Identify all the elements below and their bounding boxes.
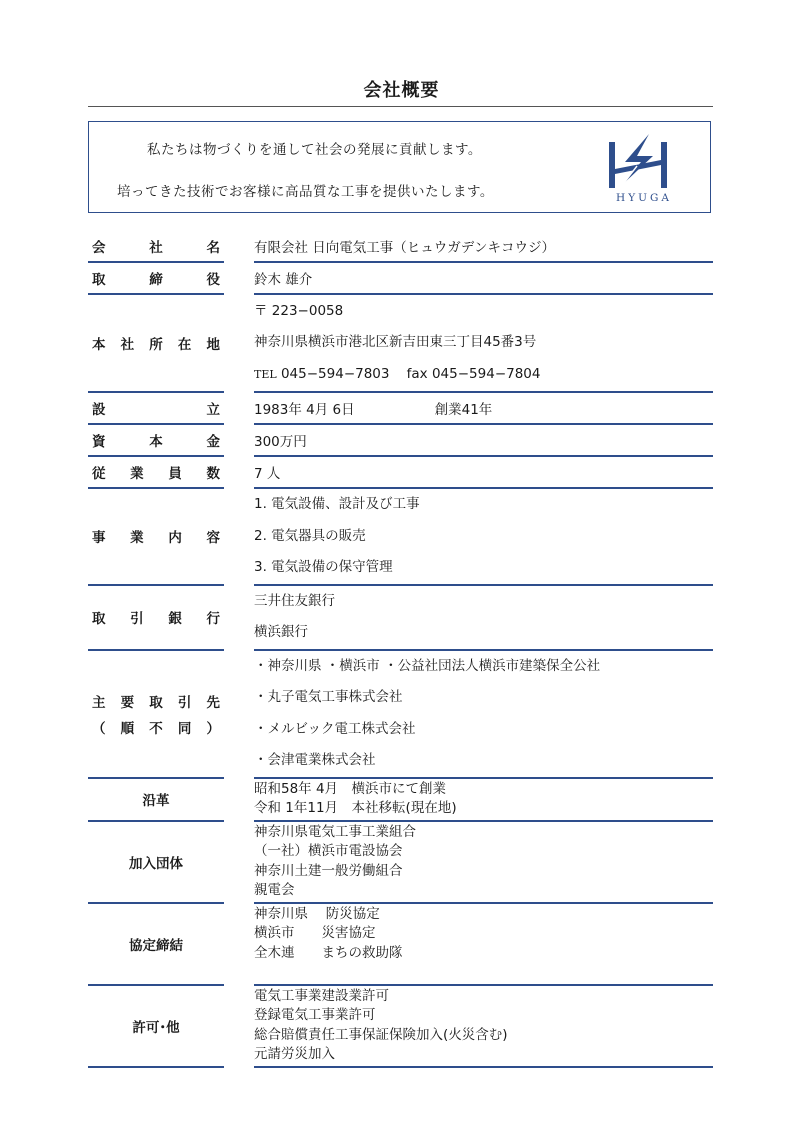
list-item: 令和 1年11月 本社移転(現在地)	[254, 800, 457, 816]
label-char: 容	[206, 530, 220, 547]
fax-number: 045−594−7804	[431, 365, 541, 382]
mission-line-1: 私たちは物づくりを通して社会の発展に貢献します。	[147, 142, 482, 158]
label-char: 先	[206, 694, 220, 711]
label-char: 名	[206, 240, 220, 256]
label-char: 不	[149, 720, 163, 737]
value-company-name: 有限会社 日向電気工事（ヒュウガデンキコウジ）	[254, 231, 713, 263]
label-char: 順	[120, 720, 135, 737]
value-history	[254, 779, 713, 822]
list-item: 登録電気工事業許可	[254, 1007, 376, 1023]
postal-code: 〒 223−0058	[254, 302, 344, 319]
label-char: 業	[130, 466, 144, 482]
label-char: 取	[92, 272, 106, 288]
label-char: 立	[206, 402, 220, 418]
mission-line-2: 培ってきた技術でお客様に高品質な工事を提供いたします。	[117, 184, 494, 200]
value-clients	[254, 651, 713, 779]
label-capital	[88, 425, 224, 457]
label-char: 同	[177, 720, 192, 737]
list-item: 1. 電気設備、設計及び工事	[254, 496, 420, 512]
row-clients	[88, 651, 713, 779]
label-char: 社	[149, 240, 163, 256]
label-licenses: 許可･他	[88, 986, 224, 1068]
row-employees	[88, 457, 713, 489]
list-item: 神奈川県 防災協定	[254, 905, 380, 922]
tel-number: 045−594−7803	[280, 365, 390, 382]
value-established	[254, 393, 713, 425]
label-char: 数	[206, 466, 220, 482]
hyuga-logo	[601, 132, 687, 208]
label-char: 従	[92, 466, 106, 482]
label-char: 役	[206, 272, 220, 288]
row-banks	[88, 586, 713, 651]
label-char: 地	[206, 337, 220, 353]
row-established	[88, 393, 713, 425]
label-clients	[88, 651, 224, 779]
list-item: 昭和58年 4月 横浜市にて創業	[254, 780, 447, 797]
value-licenses	[254, 986, 713, 1068]
list-item: 三井住友銀行	[254, 592, 335, 609]
label-business	[88, 489, 224, 586]
value-banks	[254, 586, 713, 651]
label-char: 事	[92, 530, 106, 547]
list-item: 3. 電気設備の保守管理	[254, 559, 393, 575]
page-title: 会社概要	[363, 80, 440, 101]
label-char: 在	[177, 337, 192, 353]
address: 神奈川県横浜市港北区新吉田東三丁目45番3号	[254, 334, 537, 351]
label-char: 本	[92, 337, 106, 353]
list-item: （一社）横浜市電設協会	[254, 843, 403, 859]
label-char: 引	[130, 611, 144, 627]
hyuga-logo-mark-icon	[601, 132, 687, 192]
label-char: 引	[177, 694, 192, 711]
row-associations	[88, 822, 713, 904]
label-office	[88, 295, 224, 393]
list-item: 神奈川県電気工事工業組合	[254, 823, 416, 840]
label-company-name	[88, 231, 224, 263]
list-item: 元請労災加入	[254, 1046, 335, 1062]
row-agreements	[88, 904, 713, 986]
label-char: 取	[149, 694, 163, 711]
value-employees: 7 人	[254, 457, 713, 489]
list-item: 2. 電気器具の販売	[254, 527, 366, 544]
value-capital: 300万円	[254, 425, 713, 457]
label-banks	[88, 586, 224, 651]
list-item: ・会津電業株式会社	[254, 752, 376, 768]
label-char: 銀	[168, 611, 182, 627]
value-director: 鈴木 雄介	[254, 263, 713, 295]
list-item: 総合賠償責任工事保証保険加入(火災含む)	[254, 1026, 508, 1043]
label-char: 員	[168, 466, 182, 482]
years-in-business: 創業41年	[434, 402, 493, 418]
label-char: 要	[120, 694, 135, 711]
row-history	[88, 779, 713, 822]
row-licenses	[88, 986, 713, 1068]
row-business	[88, 489, 713, 586]
title-divider	[88, 106, 713, 107]
label-char: 設	[92, 402, 106, 418]
label-char: 締	[149, 272, 163, 288]
established-date: 1983年 4月 6日	[254, 402, 355, 418]
company-profile-table	[88, 231, 713, 1068]
label-char: 業	[130, 530, 144, 547]
label-char: 本	[149, 434, 163, 450]
list-item: ・丸子電気工事株式会社	[254, 689, 403, 705]
label-char: 内	[168, 530, 182, 547]
row-office	[88, 295, 713, 393]
label-associations: 加入団体	[88, 822, 224, 904]
list-item: ・神奈川県 ・横浜市 ・公益社団法人横浜市建築保全公社	[254, 657, 601, 674]
fax-label: fax	[406, 365, 428, 382]
label-established	[88, 393, 224, 425]
label-agreements: 協定締結	[88, 904, 224, 986]
list-item: 横浜市 災害協定	[254, 925, 376, 941]
label-char: 所	[149, 337, 163, 353]
mission-box	[88, 121, 711, 213]
phone-fax	[254, 359, 713, 391]
list-item: 電気工事業建設業許可	[254, 987, 389, 1004]
list-item: 全木連 まちの救助隊	[254, 944, 403, 961]
list-item: 神奈川土建一般労働組合	[254, 862, 403, 879]
row-company-name	[88, 231, 713, 263]
value-office	[254, 295, 713, 393]
logo-text: HYUGA	[616, 192, 672, 204]
label-char: ）	[206, 720, 220, 737]
value-business	[254, 489, 713, 586]
label-history: 沿革	[88, 779, 224, 822]
list-item: 親電会	[254, 882, 295, 898]
label-char: 主	[92, 694, 106, 711]
list-item: ・メルビック電工株式会社	[254, 720, 416, 737]
list-item: 横浜銀行	[254, 624, 308, 640]
tel-prefix: TEL	[254, 367, 277, 381]
label-char: 資	[92, 434, 106, 450]
row-director	[88, 263, 713, 295]
label-char: 会	[92, 240, 106, 256]
label-char: （	[92, 720, 106, 737]
label-char: 金	[206, 434, 220, 450]
label-char: 取	[92, 611, 106, 627]
label-director	[88, 263, 224, 295]
label-char: 行	[206, 611, 220, 627]
value-associations	[254, 822, 713, 904]
label-employees	[88, 457, 224, 489]
label-char: 社	[120, 337, 135, 353]
row-capital	[88, 425, 713, 457]
value-agreements	[254, 904, 713, 986]
